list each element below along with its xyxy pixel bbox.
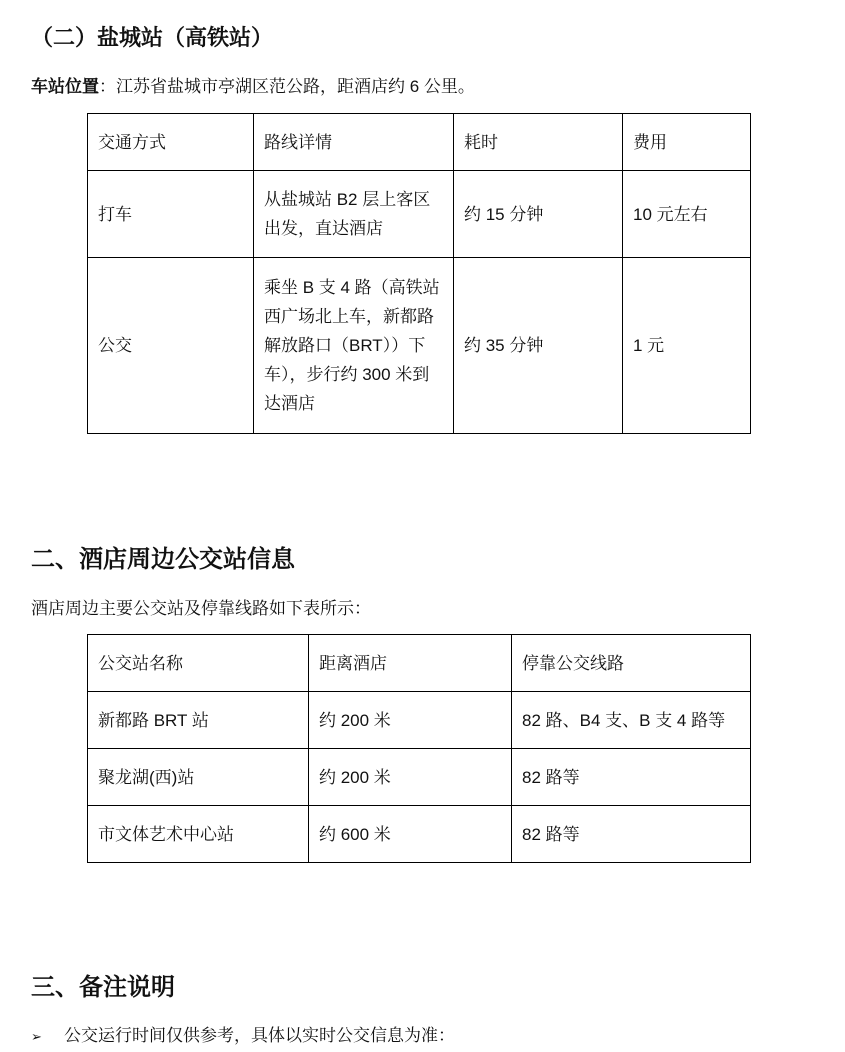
station-transport-table bbox=[87, 113, 751, 434]
table-row bbox=[88, 692, 751, 749]
table-header-cell: 路线详情 bbox=[254, 114, 454, 171]
table-header-cell: 交通方式 bbox=[88, 114, 254, 171]
notes-section-heading: 三、备注说明 bbox=[31, 974, 175, 1001]
station-location-text: ：江苏省盐城市亭湖区范公路，距酒店约 6 公里。 bbox=[99, 77, 475, 96]
station-location-label: 车站位置 bbox=[31, 77, 99, 96]
bus-section-intro: 酒店周边主要公交站及停靠线路如下表所示： bbox=[31, 599, 371, 618]
table-row bbox=[88, 806, 751, 863]
table-cell: 约 35 分钟 bbox=[454, 258, 623, 434]
table-cell: 打车 bbox=[88, 171, 254, 258]
table-row bbox=[88, 171, 751, 258]
table-header-cell: 公交站名称 bbox=[88, 635, 309, 692]
table-header-row bbox=[88, 635, 751, 692]
table-cell: 乘坐 B 支 4 路（高铁站西广场北上车，新都路解放路口（BRT））下车），步行约 300 米到达酒店 bbox=[254, 258, 454, 434]
table-cell: 82 路、B4 支、B 支 4 路等 bbox=[512, 692, 751, 749]
station-heading: （二）盐城站（高铁站） bbox=[31, 25, 274, 50]
table-cell: 市文体艺术中心站 bbox=[88, 806, 309, 863]
note-text: 公交运行时间仅供参考，具体以实时公交信息为准： bbox=[64, 1026, 455, 1045]
table-cell: 公交 bbox=[88, 258, 254, 434]
table-cell: 1 元 bbox=[623, 258, 751, 434]
table-cell: 从盐城站 B2 层上客区出发，直达酒店 bbox=[254, 171, 454, 258]
table-cell: 10 元左右 bbox=[623, 171, 751, 258]
table-row bbox=[88, 258, 751, 434]
station-location bbox=[31, 75, 475, 99]
table-header-cell: 距离酒店 bbox=[309, 635, 512, 692]
table-row bbox=[88, 749, 751, 806]
table-cell: 约 200 米 bbox=[309, 692, 512, 749]
table-header-cell: 耗时 bbox=[454, 114, 623, 171]
table-cell: 约 600 米 bbox=[309, 806, 512, 863]
table-cell: 约 200 米 bbox=[309, 749, 512, 806]
table-header-cell: 停靠公交线路 bbox=[512, 635, 751, 692]
table-cell: 约 15 分钟 bbox=[454, 171, 623, 258]
table-cell: 聚龙湖(西)站 bbox=[88, 749, 309, 806]
arrow-bullet-icon: ➢ bbox=[31, 1029, 42, 1044]
table-cell: 82 路等 bbox=[512, 749, 751, 806]
list-item bbox=[31, 1024, 455, 1049]
table-header-cell: 费用 bbox=[623, 114, 751, 171]
bus-section-heading: 二、酒店周边公交站信息 bbox=[31, 546, 295, 573]
table-header-row bbox=[88, 114, 751, 171]
bus-stop-table bbox=[87, 634, 751, 863]
table-cell: 新都路 BRT 站 bbox=[88, 692, 309, 749]
table-cell: 82 路等 bbox=[512, 806, 751, 863]
